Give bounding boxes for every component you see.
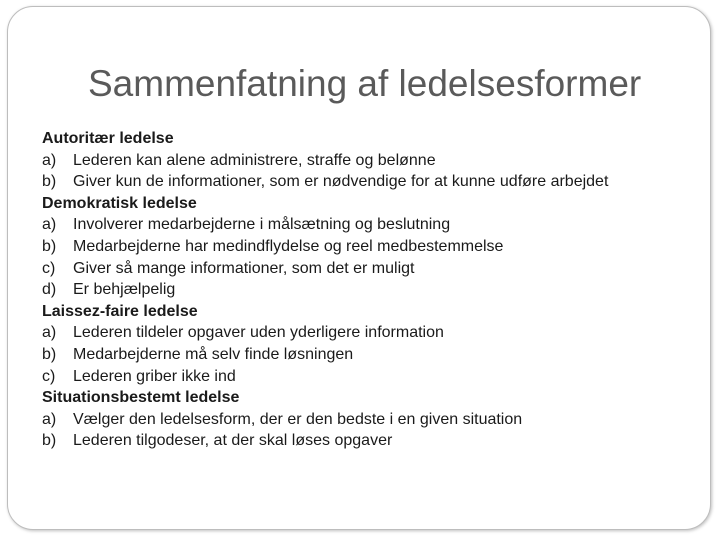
list-item xyxy=(42,344,702,366)
item-marker: c) xyxy=(42,259,56,277)
section-heading: Autoritær ledelse xyxy=(42,130,174,147)
item-marker: a) xyxy=(42,410,57,428)
list-item xyxy=(42,366,702,388)
item-text: Lederen kan alene administrere, straffe og belønne xyxy=(73,151,436,169)
item-text: Vælger den ledelsesform, der er den bedste i en given situation xyxy=(73,410,523,428)
item-text: Lederen griber ikke ind xyxy=(73,367,236,385)
content-list xyxy=(42,128,702,452)
slide-title: Sammenfatning af ledelsesformer xyxy=(88,63,642,104)
item-text: Lederen tilgodeser, at der skal løses opgaver xyxy=(73,432,393,450)
slide-frame xyxy=(7,6,711,530)
list-item xyxy=(42,409,702,431)
item-marker: a) xyxy=(42,216,57,234)
list-item xyxy=(42,150,702,172)
item-marker: a) xyxy=(42,324,57,342)
list-item xyxy=(42,171,702,193)
item-marker: b) xyxy=(42,173,57,191)
section-heading: Laissez-faire ledelse xyxy=(42,302,198,320)
item-text: Medarbejderne har medindflydelse og reel medbestemmelse xyxy=(73,237,504,255)
list-item xyxy=(42,322,702,344)
item-text: Lederen tildeler opgaver uden yderligere information xyxy=(73,324,444,342)
item-text: Giver så mange informationer, som det er muligt xyxy=(73,259,415,277)
section-heading: Situationsbestemt ledelse xyxy=(42,389,240,407)
item-text: Giver kun de informationer, som er nødvendige for at kunne udføre arbejdet xyxy=(73,173,609,191)
item-text: Medarbejderne må selv finde løsningen xyxy=(73,345,354,363)
list-item xyxy=(42,258,702,280)
item-marker: d) xyxy=(42,281,57,299)
item-marker: b) xyxy=(42,432,57,450)
item-marker: b) xyxy=(42,237,57,255)
item-marker: b) xyxy=(42,345,57,363)
item-marker: a) xyxy=(42,151,57,169)
list-item xyxy=(42,214,702,236)
list-item xyxy=(42,279,702,301)
list-item xyxy=(42,430,702,452)
item-text: Er behjælpelig xyxy=(73,281,176,299)
list-item xyxy=(42,236,702,258)
item-marker: c) xyxy=(42,367,56,385)
item-text: Involverer medarbejderne i målsætning og beslutning xyxy=(73,216,451,234)
section-heading: Demokratisk ledelse xyxy=(42,194,197,212)
